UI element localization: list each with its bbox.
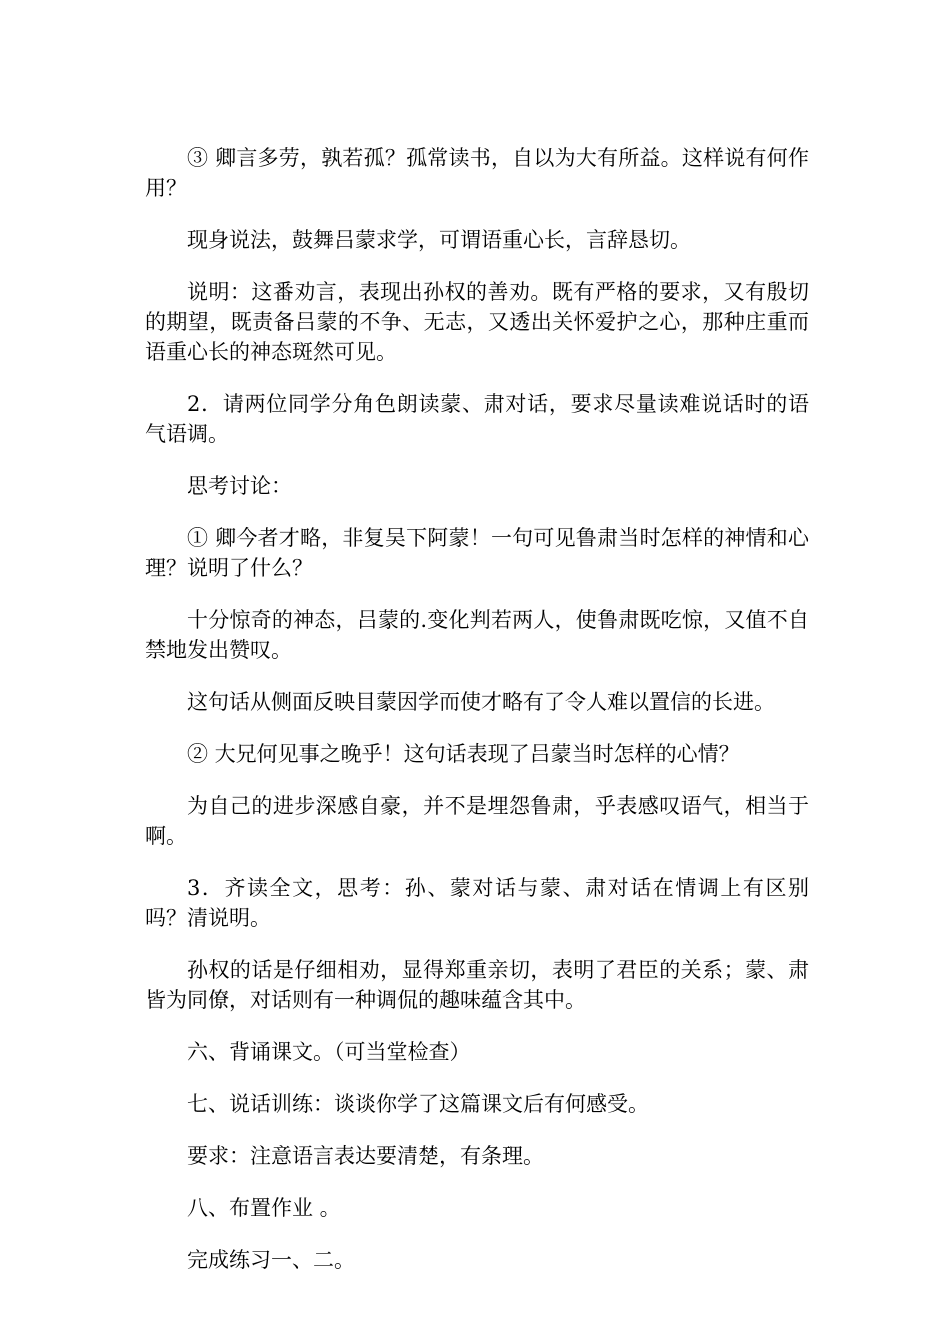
- paragraph-task-2: 2．请两位同学分角色朗读蒙、肃对话，要求尽量读难说话时的语气语调。: [145, 392, 809, 446]
- paragraph-section-6: 六、背诵课文。（可当堂检查）: [187, 1040, 471, 1064]
- paragraph-homework: 完成练习一、二。: [187, 1248, 355, 1272]
- paragraph-answer-3: 现身说法，鼓舞吕蒙求学，可谓语重心长，言辞恳切。: [187, 228, 691, 252]
- paragraph-answer-task-3: 孙权的话是仔细相劝，显得郑重亲切，表明了君臣的关系；蒙、肃皆为同僚，对话则有一种调侃的趣味蕴含其中。: [145, 958, 809, 1012]
- paragraph-answer-2: 为自己的进步深感自豪，并不是埋怨鲁肃，乎表感叹语气，相当于啊。: [145, 794, 809, 848]
- paragraph-question-1: ① 卿今者才略，非复吴下阿蒙！一句可见鲁肃当时怎样的神情和心理？说明了什么？: [145, 526, 809, 580]
- paragraph-requirement: 要求：注意语言表达要清楚，有条理。: [187, 1144, 544, 1168]
- paragraph-discussion-heading: 思考讨论：: [187, 474, 292, 498]
- paragraph-answer-1b: 这句话从侧面反映目蒙因学而使才略有了令人难以置信的长进。: [187, 690, 775, 714]
- paragraph-explanation: 说明：这番劝言，表现出孙权的善劝。既有严格的要求，又有殷切的期望，既责备吕蒙的不争、无志，又透出关怀爱护之心，那种庄重而语重心长的神态斑然可见。: [145, 280, 809, 364]
- paragraph-answer-1a: 十分惊奇的神态，吕蒙的.变化判若两人，使鲁肃既吃惊，又值不自禁地发出赞叹。: [145, 608, 809, 662]
- paragraph-question-3: ③ 卿言多劳，孰若孤？孤常读书，自以为大有所益。这样说有何作用？: [145, 146, 809, 200]
- paragraph-task-3: 3．齐读全文，思考：孙、蒙对话与蒙、肃对话在情调上有区别吗？清说明。: [145, 876, 809, 930]
- document-body: [145, 143, 809, 1297]
- paragraph-section-7: 七、说话训练：谈谈你学了这篇课文后有何感受。: [187, 1092, 649, 1116]
- paragraph-question-2: ② 大兄何见事之晚乎！这句话表现了吕蒙当时怎样的心情？: [187, 742, 740, 766]
- paragraph-section-8: 八、布置作业 。: [187, 1196, 341, 1220]
